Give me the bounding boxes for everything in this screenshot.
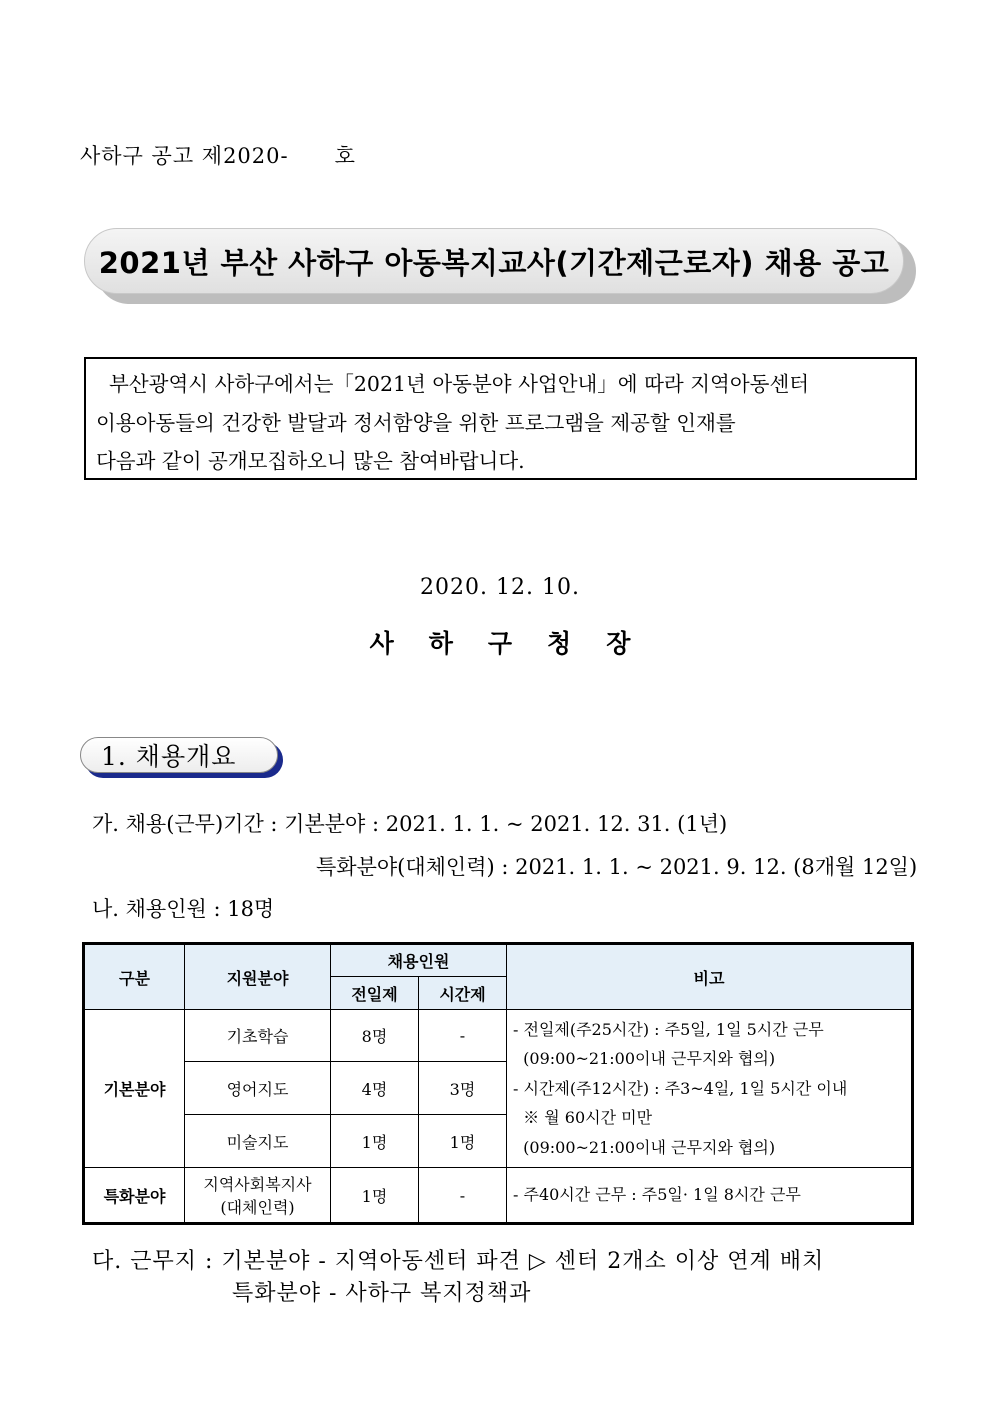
header-headcount: 채용인원 [331, 944, 507, 977]
field-line: (대체인력) [220, 1198, 295, 1217]
parttime-cell: 1명 [419, 1115, 507, 1168]
fulltime-cell: 1명 [331, 1115, 419, 1168]
headcount-total: 나. 채용인원 : 18명 [92, 897, 275, 921]
intro-line: 부산광역시 사하구에서는「2021년 아동분야 사업안내」에 따라 지역아동센터 [96, 372, 810, 396]
employment-period-special: 특화분야(대체인력) : 2021. 1. 1. ~ 2021. 9. 12. (8개월 12일) [316, 855, 918, 879]
fulltime-cell: 4명 [331, 1062, 419, 1115]
remark-line: (09:00~21:00이내 근무지와 협의) [513, 1049, 776, 1069]
category-basic: 기본분야 [84, 1010, 185, 1168]
issuing-office: 사하구청장 [369, 629, 666, 658]
header-category: 구분 [84, 944, 185, 1010]
header-remarks: 비고 [507, 944, 913, 1010]
field-cell: 영어지도 [185, 1062, 331, 1115]
header-parttime: 시간제 [419, 977, 507, 1010]
remark-line: ※ 월 60시간 미만 [513, 1108, 653, 1128]
remarks-basic [507, 1010, 913, 1168]
fulltime-cell: 8명 [331, 1010, 419, 1062]
remark-line: - 전일제(주25시간) : 주5일, 1일 5시간 근무 [513, 1019, 824, 1039]
table-row [84, 1168, 913, 1224]
remark-line: - 시간제(주12시간) : 주3~4일, 1일 5시간 이내 [513, 1078, 848, 1098]
intro-line: 다음과 같이 공개모집하오니 많은 참여바랍니다. [96, 449, 525, 473]
fulltime-cell: 1명 [331, 1168, 419, 1224]
field-cell: 미술지도 [185, 1115, 331, 1168]
parttime-cell: - [419, 1168, 507, 1224]
header-fulltime: 전일제 [331, 977, 419, 1010]
remark-line: (09:00~21:00이내 근무지와 협의) [513, 1137, 776, 1157]
recruitment-table [82, 942, 914, 1225]
notice-number: 사하구 공고 제2020- 호 [80, 144, 356, 168]
header-field: 지원분야 [185, 944, 331, 1010]
employment-period: 가. 채용(근무)기간 : 기본분야 : 2021. 1. 1. ~ 2021. 12. 31. (1년) [92, 812, 728, 836]
remarks-special: - 주40시간 근무 : 주5일· 1일 8시간 근무 [507, 1168, 913, 1224]
field-line: 지역사회복지사 [203, 1175, 312, 1194]
category-special: 특화분야 [84, 1168, 185, 1224]
field-cell: 기초학습 [185, 1010, 331, 1062]
parttime-cell: - [419, 1010, 507, 1062]
table-row [84, 1010, 913, 1062]
intro-box [84, 357, 917, 480]
field-cell [185, 1168, 331, 1224]
workplace: 다. 근무지 : 기본분야 - 지역아동센터 파견 ▷ 센터 2개소 이상 연계 배치 [92, 1249, 825, 1274]
section-heading-box [80, 737, 278, 773]
intro-line: 이용아동들의 건강한 발달과 정서함양을 위한 프로그램을 제공할 인재를 [96, 410, 736, 435]
section-heading: 1. 채용개요 [101, 742, 237, 771]
announcement-date: 2020. 12. 10. [420, 575, 580, 600]
workplace-special: 특화분야 - 사하구 복지정책과 [232, 1281, 532, 1306]
title-banner [84, 228, 904, 294]
parttime-cell: 3명 [419, 1062, 507, 1115]
page-title: 2021년 부산 사하구 아동복지교사(기간제근로자) 채용 공고 [98, 245, 890, 280]
